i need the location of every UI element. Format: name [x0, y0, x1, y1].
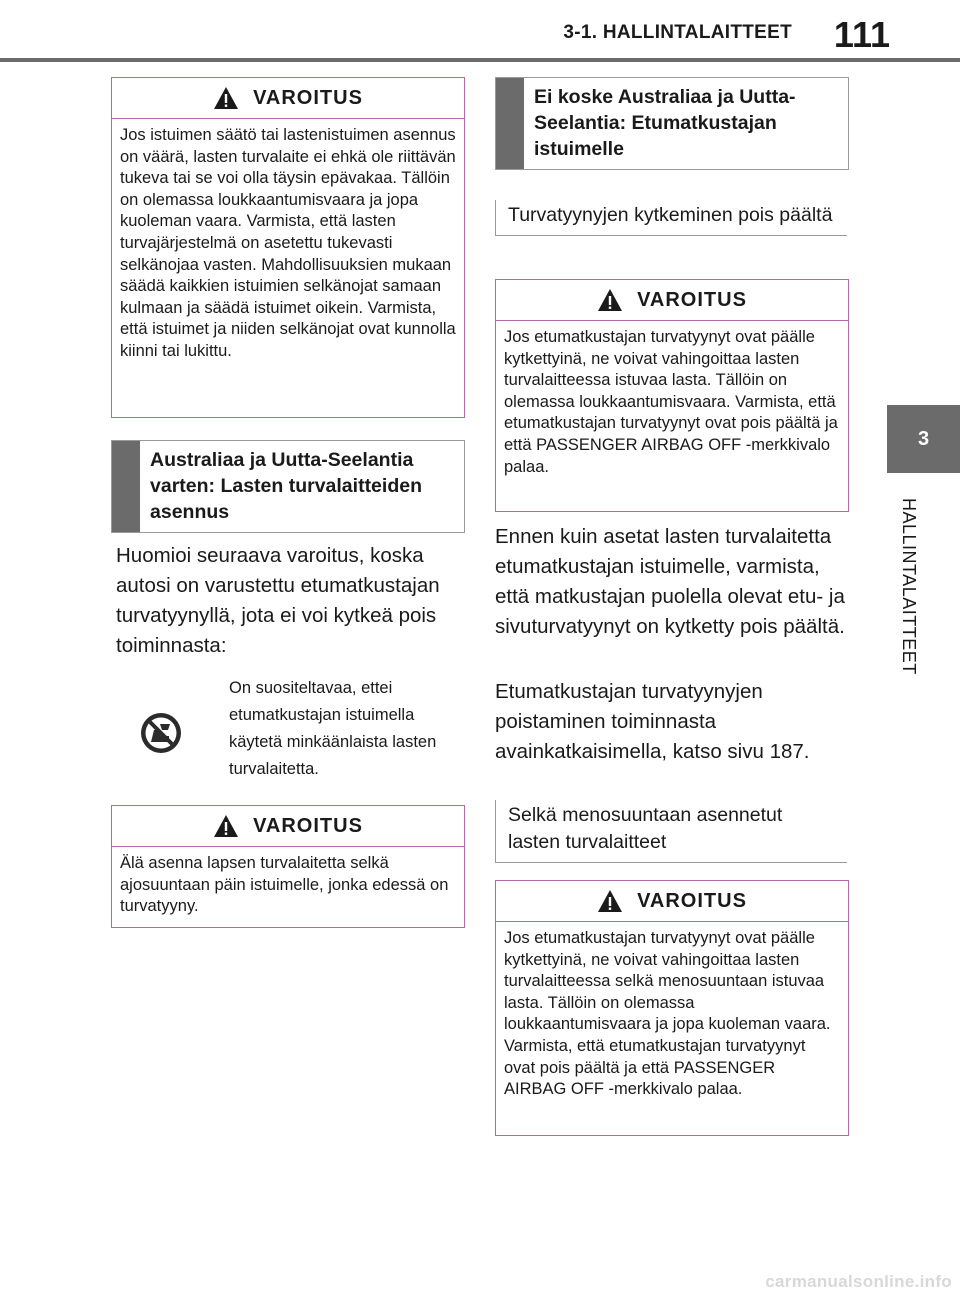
- warning-header: [496, 280, 848, 321]
- warning-header: [112, 806, 464, 847]
- no-child-seat-icon: [140, 712, 182, 754]
- warning-title: VAROITUS: [253, 86, 363, 109]
- paragraph-key-switch: Etumatkustajan turvatyynyjen poistaminen toiminnasta avainkatkaisimella, katso sivu 187.: [495, 680, 810, 763]
- warning-title: VAROITUS: [637, 288, 747, 311]
- section-bar: [496, 78, 524, 169]
- warning-box-rear-facing-airbag: [495, 880, 849, 1136]
- warning-text: Älä asenna lapsen turvalaitetta selkä ajosuuntaan päin istuimelle, jonka edessä on turvatyyny.: [120, 854, 449, 916]
- page-number: 111: [833, 14, 890, 55]
- warning-triangle-icon: [597, 288, 623, 312]
- warning-title: VAROITUS: [637, 889, 747, 912]
- warning-box-seat-adjustment: [111, 77, 465, 418]
- warning-header: [112, 78, 464, 119]
- warning-text: Jos etumatkustajan turvatyynyt ovat päälle kytkettyinä, ne voivat vahingoittaa lasten turvalaitteessa istuvaa lasta. Tällöin on olemassa loukkaantumisvaara. Varmista, että etumatkustajan turvatyynyt ovat pois päältä ja että PASSENGER AIRBAG OFF -merkkivalo palaa.: [504, 328, 838, 476]
- paragraph-non-deactivatable-airbag: Huomioi seuraava varoitus, koska autosi on varustettu etumatkustajan turvatyynyllä, jota ei voi kytkeä pois toiminnasta:: [116, 544, 440, 657]
- subhead-rear-facing-seats: Selkä menosuuntaan asennetut lasten turvalaitteet: [495, 800, 847, 863]
- header-section-title: 3-1. HALLINTALAITTEET: [563, 22, 792, 43]
- note-text: On suositeltavaa, ettei etumatkustajan istuimella käytetä minkäänlaista lasten turvalaitetta.: [229, 679, 437, 778]
- warning-box-passenger-airbag: [495, 279, 849, 512]
- warning-triangle-icon: [213, 814, 239, 838]
- warning-triangle-icon: [597, 889, 623, 913]
- section-title-not-australia: [495, 77, 849, 170]
- warning-text: Jos etumatkustajan turvatyynyt ovat päälle kytkettyinä, ne voivat vahingoittaa lasten turvalaitteessa selkä menosuuntaan istuvaa lasta. Tällöin on olemassa loukkaantumisvaara ja jopa kuoleman vaara. Varmista, että etumatkustajan turvatyynyt ovat pois päältä ja että PASSENGER AIRBAG OFF -merkkivalo palaa.: [504, 929, 831, 1099]
- warning-triangle-icon: [213, 86, 239, 110]
- subhead-airbag-deactivation: Turvatyynyjen kytkeminen pois päältä: [495, 200, 847, 236]
- header-rule: [0, 58, 960, 62]
- chapter-tab: 3: [887, 405, 960, 473]
- warning-title: VAROITUS: [253, 814, 363, 837]
- warning-box-rear-facing: [111, 805, 465, 928]
- chapter-label: HALLINTALAITTEET: [899, 498, 919, 675]
- footer-watermark: carmanualsonline.info: [765, 1272, 952, 1291]
- section-title-australia: [111, 440, 465, 533]
- paragraph-before-installing: Ennen kuin asetat lasten turvalaitetta etumatkustajan istuimelle, varmista, että matkustajan puolella olevat etu- ja sivuturvatyynyt on kytketty pois päältä.: [495, 525, 845, 638]
- warning-header: [496, 881, 848, 922]
- section-title-text: Australiaa ja Uutta-Seelantia varten: Lasten turvalaitteiden asennus: [150, 449, 422, 523]
- section-bar: [112, 441, 140, 532]
- warning-text: Jos istuimen säätö tai lastenistuimen asennus on väärä, lasten turvalaite ei ehkä ole riittävän tukeva tai se voi olla täysin epävakaa. Tällöin on olemassa loukkaantumisvaara ja jopa kuoleman vaara. Varmista, että lasten turvajärjestelmä on asetettu tukevasti selkänojaa vasten. Mahdollisuuksien mukaan säädä kaikkien istuimien selkänojat samaan kulmaan ja säädä istuimet oikein. Varmista, että istuimet ja niiden selkänojat ovat kunnolla kiinni tai lukittu.: [120, 126, 456, 360]
- section-title-text: Ei koske Australiaa ja Uutta-Seelantia: Etumatkustajan istuimelle: [534, 86, 796, 160]
